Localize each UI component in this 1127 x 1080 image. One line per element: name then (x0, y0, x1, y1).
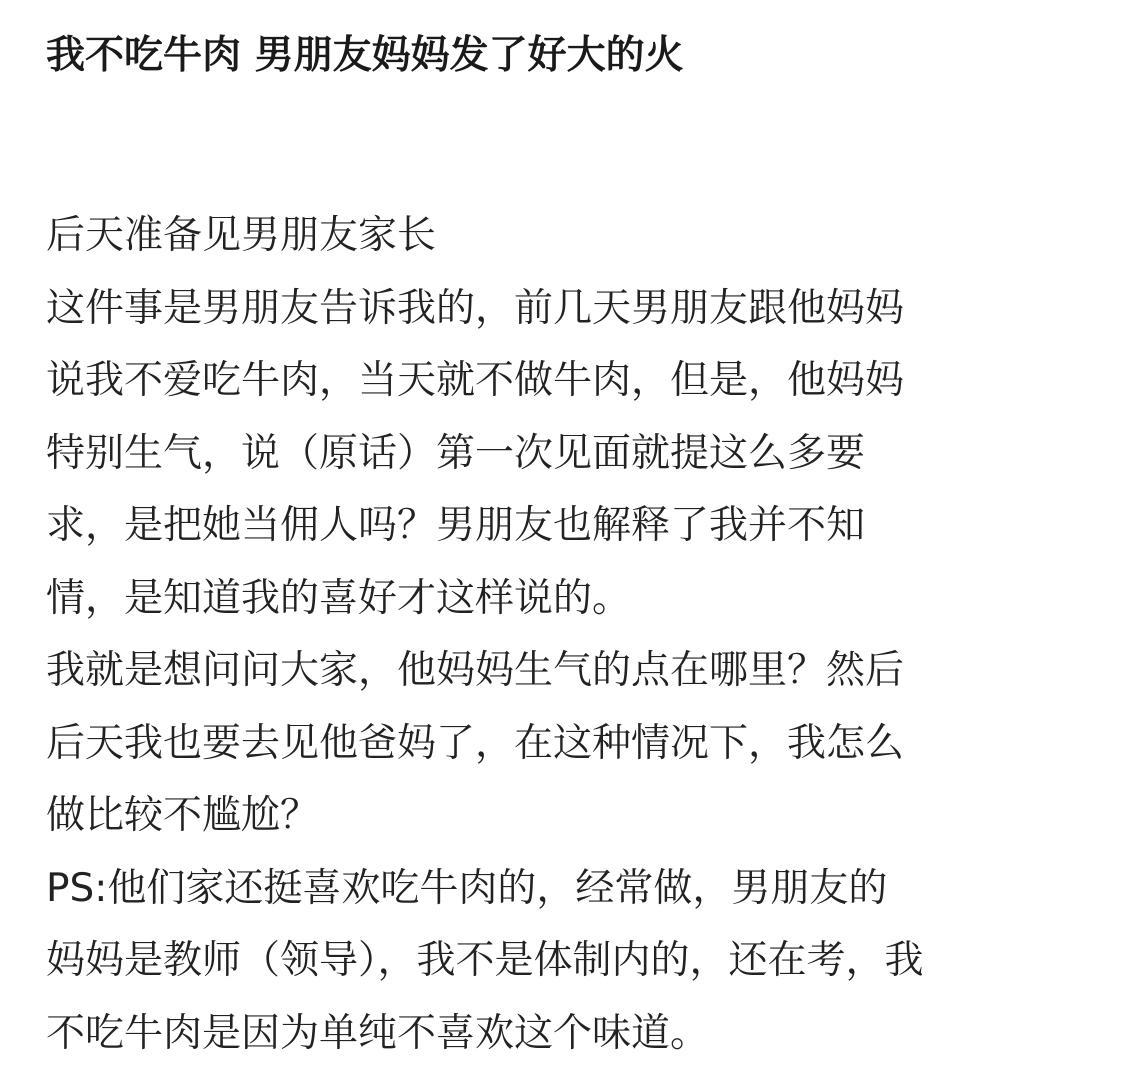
post-body-line: PS:他们家还挺喜欢吃牛肉的，经常做，男朋友的 (46, 865, 888, 911)
post-body-line: 做比较不尴尬？ (46, 793, 320, 838)
post-body-line: 后天准备见男朋友家长 (46, 213, 437, 258)
post-body-line: 后天我也要去见他爸妈了，在这种情况下，我怎么 (46, 720, 905, 766)
post-body (46, 200, 1106, 1070)
post-body-line: 情，是知道我的喜好才这样说的。 (46, 575, 632, 621)
post-body-line: 我就是想问问大家，他妈妈生气的点在哪里？然后 (46, 648, 905, 693)
post-body-line: 不吃牛肉是因为单纯不喜欢这个味道。 (46, 1010, 710, 1056)
post-body-line: 这件事是男朋友告诉我的，前几天男朋友跟他妈妈 (46, 285, 905, 331)
post-title: 我不吃牛肉 男朋友妈妈发了好大的火 (46, 33, 684, 78)
post-body-line: 特别生气，说（原话）第一次见面就提这么多要 (46, 430, 866, 476)
post-body-line: 妈妈是教师（领导），我不是体制内的，还在考，我 (46, 938, 924, 983)
post-body-line: 说我不爱吃牛肉，当天就不做牛肉，但是，他妈妈 (46, 358, 905, 403)
post-body-line: 求，是把她当佣人吗？男朋友也解释了我并不知 (46, 503, 866, 548)
post-container (46, 0, 1106, 1070)
